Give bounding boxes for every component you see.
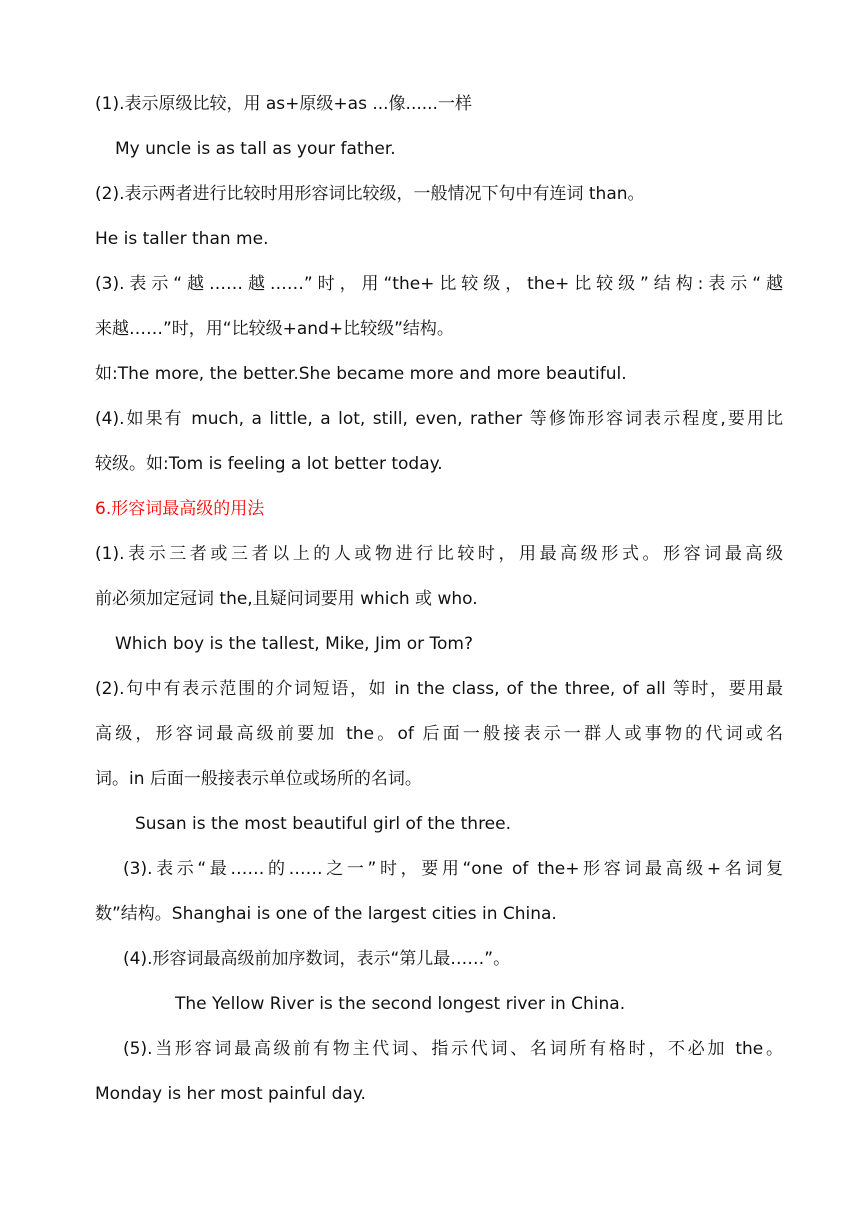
superlative-rule-1-continued: 前必须加定冠词 the,且疑问词要用 which 或 who. xyxy=(95,589,478,609)
rule-3-the-more-the-more: (3).表示“越……越……”时，用“the+比较级，the+比较级”结构:表示“越 xyxy=(95,274,783,294)
document-page xyxy=(95,82,783,1117)
superlative-rule-4: (4).形容词最高级前加序数词，表示“第儿最……”。 xyxy=(123,949,511,969)
rule-1-positive-degree: (1).表示原级比较，用 as+原级+as ...像......一样 xyxy=(95,94,472,114)
example-sentence: 如:The more, the better.She became more and more beautiful. xyxy=(95,364,627,384)
example-sentence: The Yellow River is the second longest river in China. xyxy=(175,994,626,1014)
rule-2-comparative: (2).表示两者进行比较时用形容词比较级，一般情况下句中有连词 than。 xyxy=(95,184,645,204)
rule-4-continued: 较级。如:Tom is feeling a lot better today. xyxy=(95,454,443,474)
example-sentence: He is taller than me. xyxy=(95,229,269,249)
section-heading-superlative: 6.形容词最高级的用法 xyxy=(95,499,265,519)
superlative-rule-2: (2).句中有表示范围的介词短语，如 in the class, of the three, of all 等时，要用最 xyxy=(95,679,783,699)
superlative-rule-5: (5).当形容词最高级前有物主代词、指示代词、名词所有格时，不必加 the。 xyxy=(123,1039,783,1059)
example-sentence: Susan is the most beautiful girl of the three. xyxy=(135,814,512,834)
rule-4-modifiers: (4).如果有 much, a little, a lot, still, even, rather 等修饰形容词表示程度,要用比 xyxy=(95,409,783,429)
superlative-rule-2-end: 词。in 后面一般接表示单位或场所的名词。 xyxy=(95,769,422,789)
example-sentence: Which boy is the tallest, Mike, Jim or Tom? xyxy=(115,634,473,654)
superlative-rule-1: (1).表示三者或三者以上的人或物进行比较时，用最高级形式。形容词最高级 xyxy=(95,544,783,564)
superlative-rule-3: (3).表示“最……的……之一”时，要用“one of the+形容词最高级+名词复 xyxy=(123,859,783,879)
rule-3-continued: 来越……”时，用“比较级+and+比较级”结构。 xyxy=(95,319,454,339)
superlative-rule-3-continued: 数”结构。Shanghai is one of the largest cities in China. xyxy=(95,904,557,924)
superlative-rule-2-continued: 高级，形容词最高级前要加 the。of 后面一般接表示一群人或事物的代词或名 xyxy=(95,724,783,744)
example-sentence: My uncle is as tall as your father. xyxy=(115,139,396,159)
example-sentence: Monday is her most painful day. xyxy=(95,1084,366,1104)
